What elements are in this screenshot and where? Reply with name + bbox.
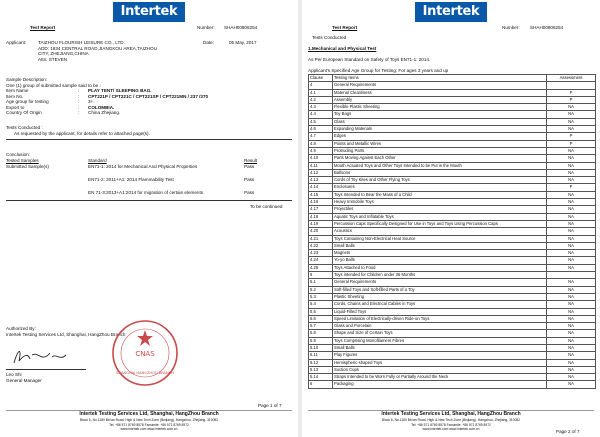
clause-cell: 4 (309, 82, 333, 89)
footer-address: Block 6, No.1180 Bin'an Road, High & New Tech Zone (Binjiang), Hangzhou, Zhejiang, 310052 (79, 418, 219, 422)
clause-cell: 5.5 (309, 308, 333, 315)
testing-item-cell: Balloons (333, 169, 547, 176)
assessment-cell: NA (547, 337, 596, 344)
clause-table (308, 74, 596, 389)
clause-cell: 6 (309, 381, 333, 388)
testing-item-cell: Flexible Plastic Sheeting (333, 104, 547, 111)
table-row (309, 374, 596, 381)
clause-cell: 4.24 (309, 257, 333, 264)
testing-item-cell: Play Figures (333, 352, 547, 359)
table-row (309, 147, 596, 154)
tests-conducted-title: Tests Conducted : (6, 125, 43, 130)
testing-item-cell: Toys intended for Children under 36 Months (333, 272, 547, 279)
testing-item-cell: Points and Metallic Wires (333, 140, 547, 147)
section-title: 1.Mechanical and Physical Test (308, 46, 377, 51)
testing-item-cell: Small Balls (333, 242, 547, 249)
footer-website: www.intertek.com www.intertek.com.cn (120, 427, 178, 431)
assessment-cell: NA (547, 213, 596, 220)
clause-cell: 4.17 (309, 206, 333, 213)
assessment-cell: NA (547, 111, 596, 118)
testing-item-cell: Shape and Size of Certain Toys (333, 330, 547, 337)
testing-item-cell: Suction Cups (333, 366, 547, 373)
clause-cell: 4.19 (309, 220, 333, 227)
testing-item-cell: Protruding Parts (333, 147, 547, 154)
clause-cell: 4.11 (309, 162, 333, 169)
clause-cell: 5.10 (309, 344, 333, 351)
clause-cell: 5.13 (309, 366, 333, 373)
conclusion-title: Conclusion: (6, 152, 31, 157)
standard-text: As Per European Standard on Safety of Toys EN71-1: 2014. (308, 57, 431, 62)
clause-cell: 4.5 (309, 118, 333, 125)
table-row (309, 381, 596, 388)
clause-cell: 4.14 (309, 184, 333, 191)
table-row (309, 133, 596, 140)
assessment-cell: NA (547, 381, 596, 388)
testing-item-cell: Glass (333, 118, 547, 125)
number-value: SHAH00806254 (224, 25, 258, 30)
footer-address: Block 6, No.1180 Bin'an Road, High & New Tech Zone (Binjiang), Hangzhou, Zhejiang, 310052 (381, 418, 521, 422)
conclusion-standard: EN71-1: 2014 for Mechanical And Physical Properties (88, 164, 198, 169)
assessment-cell: NA (547, 264, 596, 271)
clause-cell: 4.15 (309, 191, 333, 198)
company-stamp (110, 318, 180, 388)
field-label: Export to (6, 104, 25, 110)
assessment-cell: NA (547, 250, 596, 257)
table-row (309, 250, 596, 257)
assessment-cell: NA (547, 301, 596, 308)
assessment-cell: NA (547, 374, 596, 381)
table-row (309, 155, 596, 162)
report-title: Test Report (332, 25, 358, 30)
signature (10, 345, 70, 367)
intertek-logo: Intertek (113, 2, 185, 22)
testing-item-cell: Percussion Caps Specifically Designed for Use in Toys and Toys Using Percussion Caps (333, 220, 547, 227)
date-value: 05 May, 2017 (229, 40, 257, 45)
assessment-cell: P (547, 133, 596, 140)
table-row (309, 272, 596, 279)
field-label: Age group for testing (6, 99, 49, 104)
clause-cell: 5.7 (309, 323, 333, 330)
testing-item-cell: Toys Containing Non-Electrical Heat Source (333, 235, 547, 242)
table-row (309, 111, 596, 118)
footer-website: www.intertek.com www.intertek.com.cn (422, 427, 480, 431)
table-row (309, 177, 596, 184)
number-value: SHAH00806254 (530, 25, 564, 30)
assessment-cell: NA (547, 257, 596, 264)
field-value: COLOMBIA. (88, 104, 115, 110)
clause-cell: 4.20 (309, 228, 333, 235)
clause-cell: 4.25 (309, 264, 333, 271)
testing-item-cell: Plastic Sheeting (333, 293, 547, 300)
clause-cell: 4.21 (309, 235, 333, 242)
testing-item-cell: Acoustics (333, 228, 547, 235)
testing-item-cell: Toys Attached to Food (333, 264, 547, 271)
testing-item-cell: Aquatic Toys and Inflatable Toys (333, 213, 547, 220)
table-header-row (309, 75, 596, 82)
number-label: Number: (502, 25, 520, 30)
clause-cell: 4.13 (309, 177, 333, 184)
header-testing-items: Testing Items (333, 75, 547, 82)
applicant-line: CITY, ZHEJIANG,CHINA (38, 51, 89, 56)
sample-desc-title: Sample Description: (6, 77, 48, 82)
svg-text:SHANGHAI HANGZHOU BRANCH: SHANGHAI HANGZHOU BRANCH (116, 371, 174, 375)
table-row (309, 235, 596, 242)
testing-item-cell: General Requirements (333, 82, 547, 89)
conclusion-standard: EN71-2: 2011+A1: 2014 Flammability Test (88, 177, 174, 182)
footer-phone: Tel: +86 571 8769 8578 Facsimile: +86 571 8769 8972 (109, 422, 189, 427)
table-row (309, 264, 596, 271)
table-row (309, 96, 596, 103)
table-row (309, 206, 596, 213)
testing-item-cell: General Requirements (333, 279, 547, 286)
table-row (309, 242, 596, 249)
clause-cell: 5.1 (309, 279, 333, 286)
table-row (309, 228, 596, 235)
table-row (309, 301, 596, 308)
table-row (309, 366, 596, 373)
table-row (309, 118, 596, 125)
field-label: Country Of Origin (6, 110, 42, 115)
footer-company: Intertek Testing Services Ltd, Shanghai, HangZhou Branch (79, 411, 219, 417)
testing-item-cell: Material Cleanliness (333, 89, 547, 96)
clause-cell: 5.8 (309, 330, 333, 337)
assessment-cell: NA (547, 323, 596, 330)
table-row (309, 359, 596, 366)
testing-item-cell: Small Balls (333, 344, 547, 351)
table-row (309, 199, 596, 206)
clause-cell: 4.7 (309, 133, 333, 140)
conclusion-result: Pass (244, 190, 255, 195)
conclusion-header-result: Result (244, 158, 258, 163)
testing-item-cell: Enclosures (333, 184, 547, 191)
page-number: Page 1 of 7 (258, 403, 282, 408)
assessment-cell: NA (547, 199, 596, 206)
assessment-cell: NA (547, 126, 596, 133)
table-row (309, 213, 596, 220)
clause-cell: 4.6 (309, 126, 333, 133)
age-group: Applicant's Specified Age Group for Testing: For ages 3 years and up (308, 68, 449, 73)
assessment-cell: NA (547, 242, 596, 249)
table-row (309, 89, 596, 96)
divider (6, 139, 292, 140)
conclusion-result: Pass (244, 177, 255, 182)
page-number: Page 2 of 7 (556, 429, 580, 434)
table-row (309, 352, 596, 359)
assessment-cell: NA (547, 359, 596, 366)
table-row (309, 162, 596, 169)
assessment-cell: NA (547, 293, 596, 300)
clause-cell: 4.23 (309, 250, 333, 257)
signer-name: Leo Shi (6, 372, 22, 377)
table-row (309, 279, 596, 286)
testing-item-cell: Assembly (333, 96, 547, 103)
clause-cell: 4.2 (309, 96, 333, 103)
table-row (309, 184, 596, 191)
table-row (309, 126, 596, 133)
testing-item-cell: Parts Moving Against Each Other (333, 155, 547, 162)
assessment-cell: NA (547, 220, 596, 227)
assessment-cell: NA (547, 366, 596, 373)
table-row (309, 323, 596, 330)
clause-cell: 4.3 (309, 104, 333, 111)
to-be-continued: To be continued (250, 204, 283, 209)
testing-item-cell: Speed Limitation of Electrically-driven Ride-on Toys (333, 315, 547, 322)
assessment-cell: NA (547, 191, 596, 198)
conclusion-sample: Submitted Sample(s) (6, 164, 49, 169)
table-row (309, 257, 596, 264)
header-clause: Clause (309, 75, 333, 82)
clause-cell: 4.9 (309, 147, 333, 154)
tests-conducted-text: As requested by the applicant, for details refer to attached page(s). (14, 131, 150, 136)
assessment-cell: NA (547, 104, 596, 111)
footer-company: Intertek Testing Services Ltd, Shanghai, HangZhou Branch (381, 411, 521, 417)
clause-cell: 5.14 (309, 374, 333, 381)
clause-cell: 5.9 (309, 337, 333, 344)
clause-cell: 5 (309, 272, 333, 279)
field-label: Item Name (6, 88, 29, 93)
testing-item-cell: Soft-filled Toys and Soft-filled Parts of a Toy (333, 286, 547, 293)
testing-item-cell: Cords of Toy Kites and Other Flying Toys (333, 177, 547, 184)
sample-desc-intro: One (1) group of submitted sample said to be : (6, 82, 101, 88)
assessment-cell: NA (547, 352, 596, 359)
table-row (309, 337, 596, 344)
assessment-cell: NA (547, 279, 596, 286)
testing-item-cell: Toys Intended to Bear the Mass of a Child (333, 191, 547, 198)
table-row (309, 82, 596, 89)
assessment-cell: NA (547, 147, 596, 154)
testing-item-cell: Straps Intended to be Worn Fully or Partially Around the Neck (333, 374, 547, 381)
assessment-cell: NA (547, 118, 596, 125)
testing-item-cell: Glass and Porcelain (333, 323, 547, 330)
testing-item-cell: Liquid-Filled Toys (333, 308, 547, 315)
number-label: Number: (197, 25, 215, 30)
table-row (309, 286, 596, 293)
testing-item-cell: Projectiles (333, 206, 547, 213)
field-value: CPT221P / CPT221C / CPT221SP / CPT221MN / 237 /370 (88, 93, 209, 99)
clause-cell: 4.16 (309, 199, 333, 206)
applicant-line: TAIZHOU FLOURISH LEISURE CO., LTD. (38, 40, 125, 45)
testing-item-cell: Magnets (333, 250, 547, 257)
assessment-cell: NA (547, 206, 596, 213)
testing-item-cell: Edges (333, 133, 547, 140)
report-page-1: Intertek Test Report Number: SHAH00806254 Applicant: TAIZHOU FLOURISH LEISURE CO., LTD. ADD: 1934 CENTRAL ROAD,JIANGKOU AREA,TAIZHOU CITY, ZHEJIANG,CHINA Attn: STEVEN Date: 05 May, 2017 Sample Description: One (1) group of submitted sample said to be : Item Name : PLAY TENT/ SLEEPING BAG. Item No. : CPT221P / CPT221C / CPT221SP / CPT221MN / 237 /370 Age group for testing : 3+. Export to : COLOMBIA. Country Of Origin : China Zhejiang. Tests Conducted : As requested by the applicant, for details refer to attached page(s). Conclusion: Tested Samples Standard Result Submitted Sample(s) EN71-1: 2014 for Mechanical And Physical Properties Pass EN71-2: 2011+A1: 2014 Flammability Test Pass EN 71-3:2013+A1:2014 for migration of certain elements Pass To be continued Authorized By: Intertek Testing Services Ltd, Shanghai, HangZhou Branch Leo Shi General Manager CNAS SHANGHAI HANGZHOU BRANCH Page 1 of 7 Intertek Testing Services Ltd, Shanghai, HangZhou Branch Block 6, No.1180 Bin'an Road, High & New Tech Zone (Binjiang), Hangzhou, Zhejiang, 310052 Tel: +86 571 8769 8578 Facsimile: +86 571 8769 8972 www.intertek.com www.intertek.com.cn (0, 0, 298, 437)
authorized-org: Intertek Testing Services Ltd, Shanghai, HangZhou Branch (6, 332, 126, 337)
clause-cell: 5.12 (309, 359, 333, 366)
clause-cell: 5.4 (309, 301, 333, 308)
clause-cell: 4.12 (309, 169, 333, 176)
testing-item-cell: Cords, Chains and Electrical Cables in Toys (333, 301, 547, 308)
assessment-cell (547, 82, 596, 89)
assessment-cell: NA (547, 155, 596, 162)
assessment-cell: P (547, 96, 596, 103)
assessment-cell: NA (547, 315, 596, 322)
clause-cell: 4.18 (309, 213, 333, 220)
field-value: 3+. (88, 99, 95, 104)
assessment-cell: P (547, 184, 596, 191)
assessment-cell (547, 272, 596, 279)
testing-item-cell: Yo-yo Balls (333, 257, 547, 264)
assessment-cell: P (547, 140, 596, 147)
clause-cell: 4.4 (309, 111, 333, 118)
field-value: PLAY TENT/ SLEEPING BAG. (88, 88, 152, 93)
clause-cell: 4.1 (309, 89, 333, 96)
footer-phone: Tel: +86 571 8769 8578 Facsimile: +86 571 8769 8972 (411, 422, 491, 427)
field-label: Item No. (6, 93, 24, 99)
applicant-label: Applicant: (6, 40, 27, 45)
table-row (309, 104, 596, 111)
table-row (309, 169, 596, 176)
clause-cell: 5.3 (309, 293, 333, 300)
signer-title: General Manager (6, 377, 42, 383)
table-row (309, 308, 596, 315)
assessment-cell: NA (547, 177, 596, 184)
testing-item-cell: Heavy Immobile Toys (333, 199, 547, 206)
table-row (309, 140, 596, 147)
assessment-cell: NA (547, 286, 596, 293)
testing-item-cell: Expanding Materials (333, 126, 547, 133)
tests-conducted: Tests Conducted (312, 35, 347, 40)
assessment-cell: NA (547, 308, 596, 315)
assessment-cell: NA (547, 344, 596, 351)
clause-cell: 5.11 (309, 352, 333, 359)
assessment-cell: P (547, 89, 596, 96)
applicant-line: Attn: STEVEN (38, 56, 68, 62)
clause-cell: 5.2 (309, 286, 333, 293)
table-row (309, 315, 596, 322)
testing-item-cell: Hemispheric-shaped Toys (333, 359, 547, 366)
conclusion-standard: EN 71-3:2013+A1:2014 for migration of certain elements (88, 190, 204, 195)
table-row (309, 293, 596, 300)
assessment-cell: NA (547, 235, 596, 242)
assessment-cell: NA (547, 169, 596, 176)
svg-text:CNAS: CNAS (135, 350, 155, 358)
header-assessment: Assessment (547, 75, 596, 82)
conclusion-header-standard: Standard (88, 158, 107, 163)
conclusion-header-sample: Tested Samples (6, 158, 39, 163)
intertek-logo: Intertek (415, 2, 487, 22)
testing-item-cell: Mouth Actuated Toys and Other Toys Intended to be Put in the Mouth (333, 162, 547, 169)
assessment-cell: NA (547, 330, 596, 337)
applicant-line: ADD: 1934 CENTRAL ROAD,JIANGKOU AREA,TAIZHOU (38, 45, 157, 51)
table-row (309, 220, 596, 227)
testing-item-cell: Toys Comprising Monofilament Fibres (333, 337, 547, 344)
report-page-2 (302, 0, 600, 437)
conclusion-result: Pass (244, 164, 255, 169)
clause-cell: 4.22 (309, 242, 333, 249)
table-row (309, 191, 596, 198)
testing-item-cell: Packaging (333, 381, 547, 388)
date-label: Date: (203, 40, 214, 45)
field-value: China Zhejiang. (88, 110, 121, 115)
clause-cell: 4.8 (309, 140, 333, 147)
table-row (309, 344, 596, 351)
table-row (309, 330, 596, 337)
assessment-cell: NA (547, 228, 596, 235)
clause-cell: 5.6 (309, 315, 333, 322)
assessment-cell: NA (547, 162, 596, 169)
divider (6, 200, 292, 201)
authorized-by: Authorized By: (6, 326, 36, 331)
report-title: Test Report (30, 25, 56, 30)
clause-cell: 4.10 (309, 155, 333, 162)
testing-item-cell: Toy Bags (333, 111, 547, 118)
